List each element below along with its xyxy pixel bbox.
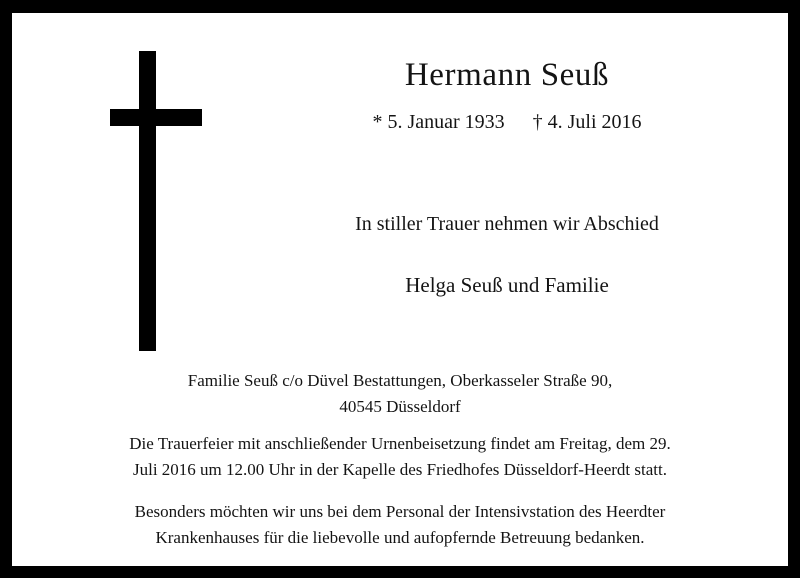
obituary-card xyxy=(12,13,788,566)
cross-horizontal-bar xyxy=(110,109,202,126)
cross-icon xyxy=(110,51,202,351)
ceremony-line-2: Juli 2016 um 12.00 Uhr in der Kapelle des Friedhofes Düsseldorf-Heerdt statt. xyxy=(133,460,667,479)
deceased-name: Hermann Seuß xyxy=(404,57,610,93)
cross-vertical-bar xyxy=(139,51,156,351)
birth-date: * 5. Januar 1933 xyxy=(372,111,505,133)
address-line-1: Familie Seuß c/o Düvel Bestattungen, Oberkasseler Straße 90, xyxy=(187,371,613,390)
thanks-line-1: Besonders möchten wir uns bei dem Personal der Intensivstation des Heerdter xyxy=(134,502,666,521)
family-signature: Helga Seuß und Familie xyxy=(405,273,609,297)
mourning-statement: In stiller Trauer nehmen wir Abschied xyxy=(355,213,659,235)
life-dates xyxy=(212,111,788,134)
address-line-2: 40545 Düsseldorf xyxy=(339,397,461,416)
ceremony-block xyxy=(30,431,770,483)
address-block xyxy=(32,368,768,420)
death-date: † 4. Juli 2016 xyxy=(532,111,642,133)
thanks-block xyxy=(30,499,770,551)
ceremony-line-1: Die Trauerfeier mit anschließender Urnenbeisetzung findet am Freitag, dem 29. xyxy=(129,434,671,453)
thanks-line-2: Krankenhauses für die liebevolle und aufopfernde Betreuung bedanken. xyxy=(155,528,645,547)
